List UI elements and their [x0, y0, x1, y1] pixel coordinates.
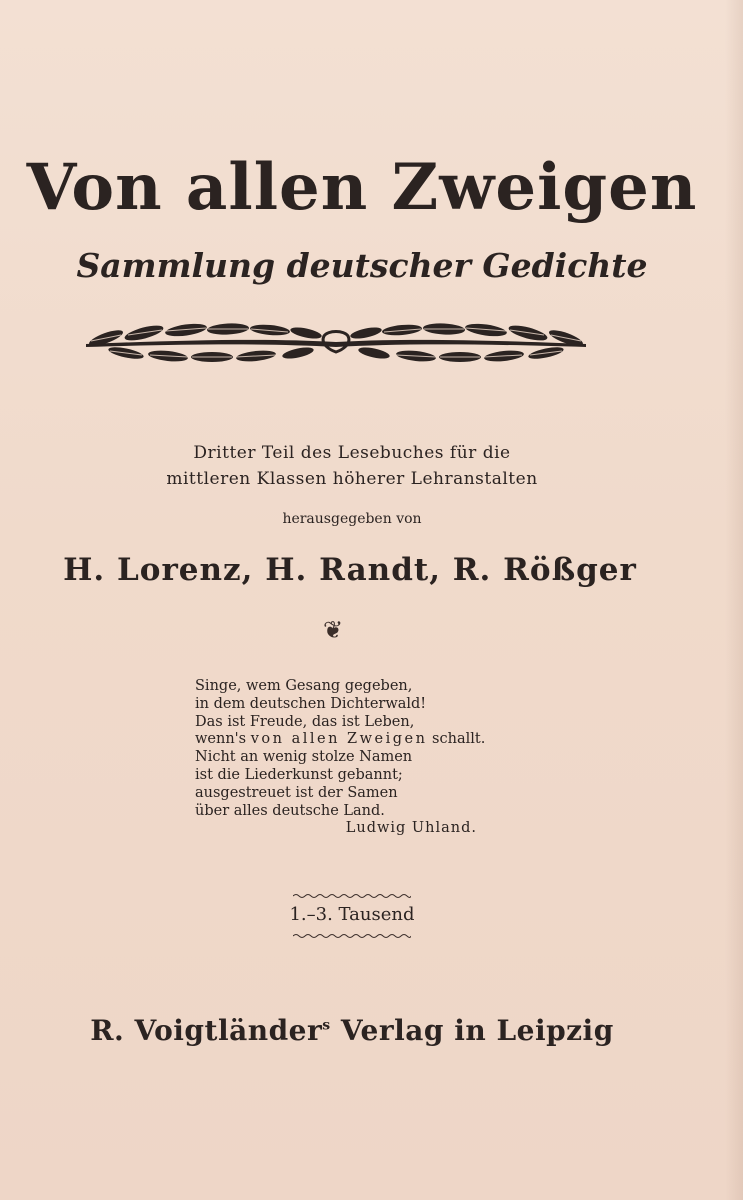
poem-line-3: Das ist Freude, das ist Leben,	[195, 713, 415, 730]
poem-line-4-spaced: von allen Zweigen	[250, 731, 428, 748]
wavy-rule-bottom	[293, 933, 411, 939]
poem-line-5: Nicht an wenig stolze Namen	[195, 749, 413, 766]
epigraph-poem	[195, 678, 515, 838]
edition-block	[0, 893, 692, 939]
poem-line-8: über alles deutsche Land.	[195, 802, 385, 819]
laurel-ornament	[66, 318, 606, 364]
poem-line-7: ausgestreuet ist der Samen	[195, 784, 398, 801]
poem-line-2: in dem deutschen Dichterwald!	[195, 695, 427, 712]
publisher-superscript: s	[322, 1017, 331, 1034]
intro-line-2: mittleren Klassen höherer Lehranstalten	[166, 469, 538, 489]
poem-line-4-prefix: wenn's	[195, 731, 251, 748]
book-subtitle: Sammlung deutscher Gedichte	[76, 246, 648, 285]
editor-label: herausgegeben von	[282, 511, 422, 527]
intro-text	[0, 440, 692, 492]
poem-line-4	[195, 731, 515, 749]
poem-line-6: ist die Liederkunst gebannt;	[195, 766, 403, 783]
publisher-imprint	[0, 1014, 692, 1047]
intro-line-1: Dritter Teil des Lesebuches für die	[193, 443, 511, 463]
wavy-rule-top	[293, 893, 411, 899]
publisher-rest: Verlag in Leipzig	[330, 1014, 614, 1047]
fleuron-icon: ❦	[323, 616, 344, 644]
publisher-name: R. Voigtländer	[90, 1014, 323, 1047]
poem-line-1: Singe, wem Gesang gegeben,	[195, 678, 413, 694]
edition-text: 1.–3. Tausend	[289, 904, 415, 925]
poem-signature: Ludwig Uhland.	[345, 820, 477, 837]
authors: H. Lorenz, H. Randt, R. Rößger	[63, 552, 637, 588]
poem-line-4-suffix: schallt.	[427, 731, 486, 748]
book-title: Von allen Zweigen	[26, 150, 698, 225]
